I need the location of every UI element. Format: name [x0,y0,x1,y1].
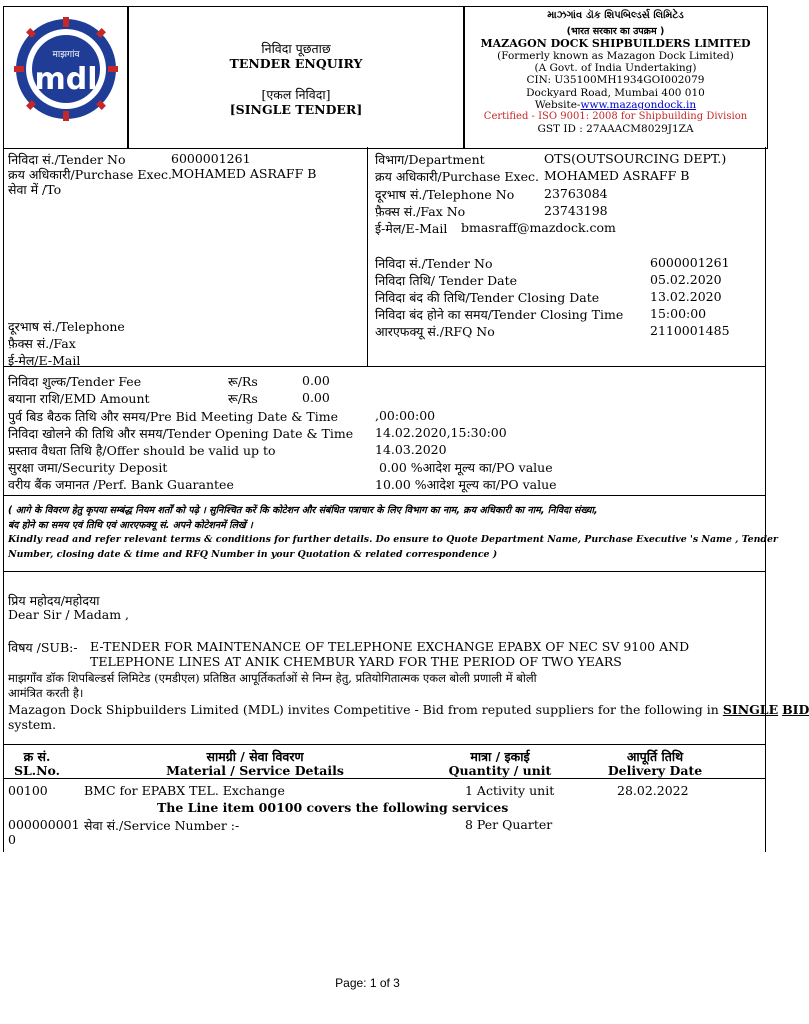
service-sl-2: 0 [8,832,16,847]
website-line [464,99,767,111]
invite-hindi-2: आमंत्रित करती है। [8,686,84,700]
note-en-2: Number, closing date & time and RFQ Number in your Quotation & related correspondence ) [8,549,498,560]
right-purchase-exec: MOHAMED ASRAFF B [544,168,690,183]
note-hindi-2: बंद होने का समय एवं तिथि एवं आरएफक्यू सं. अपने कोटेशनमें लिखें । [8,520,253,531]
emd-currency: रू/Rs [228,391,258,406]
mdl-logo-icon [14,17,118,121]
opening-label: निविदा खोलने की तिथि और समय/Tender Opening Date & Time [8,426,354,441]
right-email: bmasraff@mazdock.com [461,220,616,235]
closing-time: 15:00:00 [650,306,707,321]
svg-text:mdl: mdl [34,62,98,97]
salutation: Dear Sir / Madam , [8,607,130,622]
salutation-hindi: प्रिय महोदय/महोदया [8,593,100,608]
line-item-note: The Line item 00100 covers the following services [157,800,509,815]
right-purchase-exec-label: क्रय अधिकारी/Purchase Exec. [375,169,539,184]
invite-english [8,702,809,717]
invite-english-2: system. [8,717,57,732]
header-quantity-hindi: मात्रा / इकाई [470,749,530,764]
svg-text:माझगांव: माझगांव [52,50,80,60]
certification: Certified - ISO 9001: 2008 for Shipbuilding Division [483,111,748,122]
page-number: Page: 1 of 3 [335,976,400,990]
to-label: सेवा में /To [8,182,62,197]
tender-type: [SINGLE TENDER] [229,102,363,117]
header-sl: SL.No. [13,763,61,778]
tender-date-label: निविदा तिथि/ Tender Date [375,273,518,288]
perf-label: वरीय बैंक जमानत /Perf. Bank Guarantee [8,477,234,492]
opening-datetime: 14.02.2020,15:30:00 [375,425,507,440]
department: OTS(OUTSOURCING DEPT.) [544,151,727,166]
bid-text: BID [782,702,809,717]
row-sl: 00100 [8,783,48,798]
right-fax: 23743198 [544,203,608,218]
header-material: Material / Service Details [166,763,344,778]
right-telephone: 23763084 [544,186,608,201]
gst-id: GST ID : 27AAACM8029J1ZA [537,123,694,135]
subject-line-2: TELEPHONE LINES AT ANIK CHEMBUR YARD FOR THE PERIOD OF TWO YEARS [90,654,622,669]
service-number-label: सेवा सं./Service Number :- [84,818,240,833]
department-label: विभाग/Department [375,152,485,167]
closing-date: 13.02.2020 [650,289,722,304]
govt-undertaking: (A Govt. of India Undertaking) [534,62,697,74]
title-box [127,6,465,149]
right-tender-no-label: निविदा सं./Tender No [375,256,493,271]
page-title: TENDER ENQUIRY [229,56,363,71]
note-en-1: Kindly read and refer relevant terms & conditions for further details. Do ensure to Quote Department Name, Purchase Executive 's Name , Tender [8,534,778,545]
perf-guarantee: 10.00 %आदेश मूल्य का/PO value [375,477,557,492]
company-name: MAZAGON DOCK SHIPBUILDERS LIMITED [480,37,751,50]
header-delivery-hindi: आपूर्ति तिथि [626,749,684,764]
invite-hindi-1: माझगाँव डॉक शिपबिल्डर्स लिमिटेड (एमडीएल) प्रतिष्ठित आपूर्तिकर्ताओं से निम्न हेतु, प्रतियोगितात्मक एकल बोली प्रणाली में बोली [8,671,537,685]
service-sl-1: 000000001 [8,817,80,832]
title-hindi: निविदा पूछताछ [261,41,331,56]
logo-box [3,6,129,149]
header-delivery: Delivery Date [607,763,703,778]
header-sl-hindi: क्र सं. [23,749,51,764]
right-fax-label: फ़ैक्स सं./Fax No [375,204,466,219]
row-delivery-date: 28.02.2022 [617,783,689,798]
security-deposit: 0.00 %आदेश मूल्य का/PO value [379,460,553,475]
fax-label: फ़ैक्स सं./Fax [8,336,76,351]
info-divider [367,147,368,367]
right-tender-no: 6000001261 [650,255,730,270]
website-label: Website- [534,99,581,111]
left-purchase-exec: MOHAMED ASRAFF B [171,166,317,181]
formerly-known: (Formerly known as Mazagon Dock Limited) [497,50,734,62]
tender-type-hindi: [एकल निविदा] [261,87,331,102]
telephone-label: दूरभाष सं./Telephone [8,319,125,334]
left-tender-no-label: निविदा सं./Tender No [8,152,126,167]
company-box [463,6,768,149]
header-quantity: Quantity / unit [448,763,552,778]
left-purchase-exec-label: क्रय अधिकारी/Purchase Exec. [8,167,172,182]
prebid-label: पुर्व बिड बैठक तिथि और समय/Pre Bid Meeting Date & Time [8,409,338,424]
single-text: SINGLE [722,702,779,717]
address: Dockyard Road, Mumbai 400 010 [526,87,705,99]
row-material: BMC for EPABX TEL. Exchange [84,783,285,798]
valid-date: 14.03.2020 [375,442,447,457]
rfq-label: आरएफक्यू सं./RFQ No [375,324,495,339]
tender-date: 05.02.2020 [650,272,722,287]
tender-fee-label: निविदा शुल्क/Tender Fee [8,374,142,389]
header-material-hindi: सामग्री / सेवा विवरण [206,749,304,764]
right-email-label: ई-मेल/E-Mail [375,221,448,236]
website-link[interactable]: www.mazagondock.in [580,99,697,111]
right-telephone-label: दूरभाष सं./Telephone No [375,187,515,202]
tender-fee-currency: रू/Rs [228,374,258,389]
row-quantity: 1 Activity unit [465,783,555,798]
service-quantity: 8 Per Quarter [465,817,553,832]
emd-amount: 0.00 [302,390,330,405]
security-label: सुरक्षा जमा/Security Deposit [8,460,168,475]
tender-fee: 0.00 [302,373,330,388]
subject-line-1: E-TENDER FOR MAINTENANCE OF TELEPHONE EXCHANGE EPABX OF NEC SV 9100 AND [90,639,690,654]
company-name-local: માઝગાંવ ડૉક શિપબિલ્ડર્સ લિમિટેડ [547,10,684,21]
email-label: ई-मेल/E-Mail [8,353,81,368]
emd-label: बयाना राशि/EMD Amount [8,391,150,406]
closing-time-label: निविदा बंद होने का समय/Tender Closing Time [375,307,624,322]
prebid-datetime: ,00:00:00 [375,408,436,423]
cin-number: CIN: U35100MH1934GOI002079 [526,74,705,86]
subject-label: विषय /SUB:- [8,640,78,655]
left-tender-no: 6000001261 [171,151,251,166]
rfq-number: 2110001485 [650,323,730,338]
govt-local: (भारत सरकार का उपक्रम ) [566,26,665,37]
note-hindi-1: ( आगे के विवरण हेतु कृपया सम्बंद्ध नियम शर्तों को पढ़े । सुनिश्चित करें कि कोटेशन और संबंधित पत्राचार के लिए विभाग का नाम, क्रय अधिकारी का नाम, निविदा संख्या, [8,505,598,516]
invite-text: Mazagon Dock Shipbuilders Limited (MDL) invites Competitive - Bid from reputed suppliers for the following in [8,702,719,717]
closing-date-label: निविदा बंद की तिथि/Tender Closing Date [375,290,600,305]
valid-label: प्रस्ताव वैधता तिथि है/Offer should be valid up to [8,443,276,458]
